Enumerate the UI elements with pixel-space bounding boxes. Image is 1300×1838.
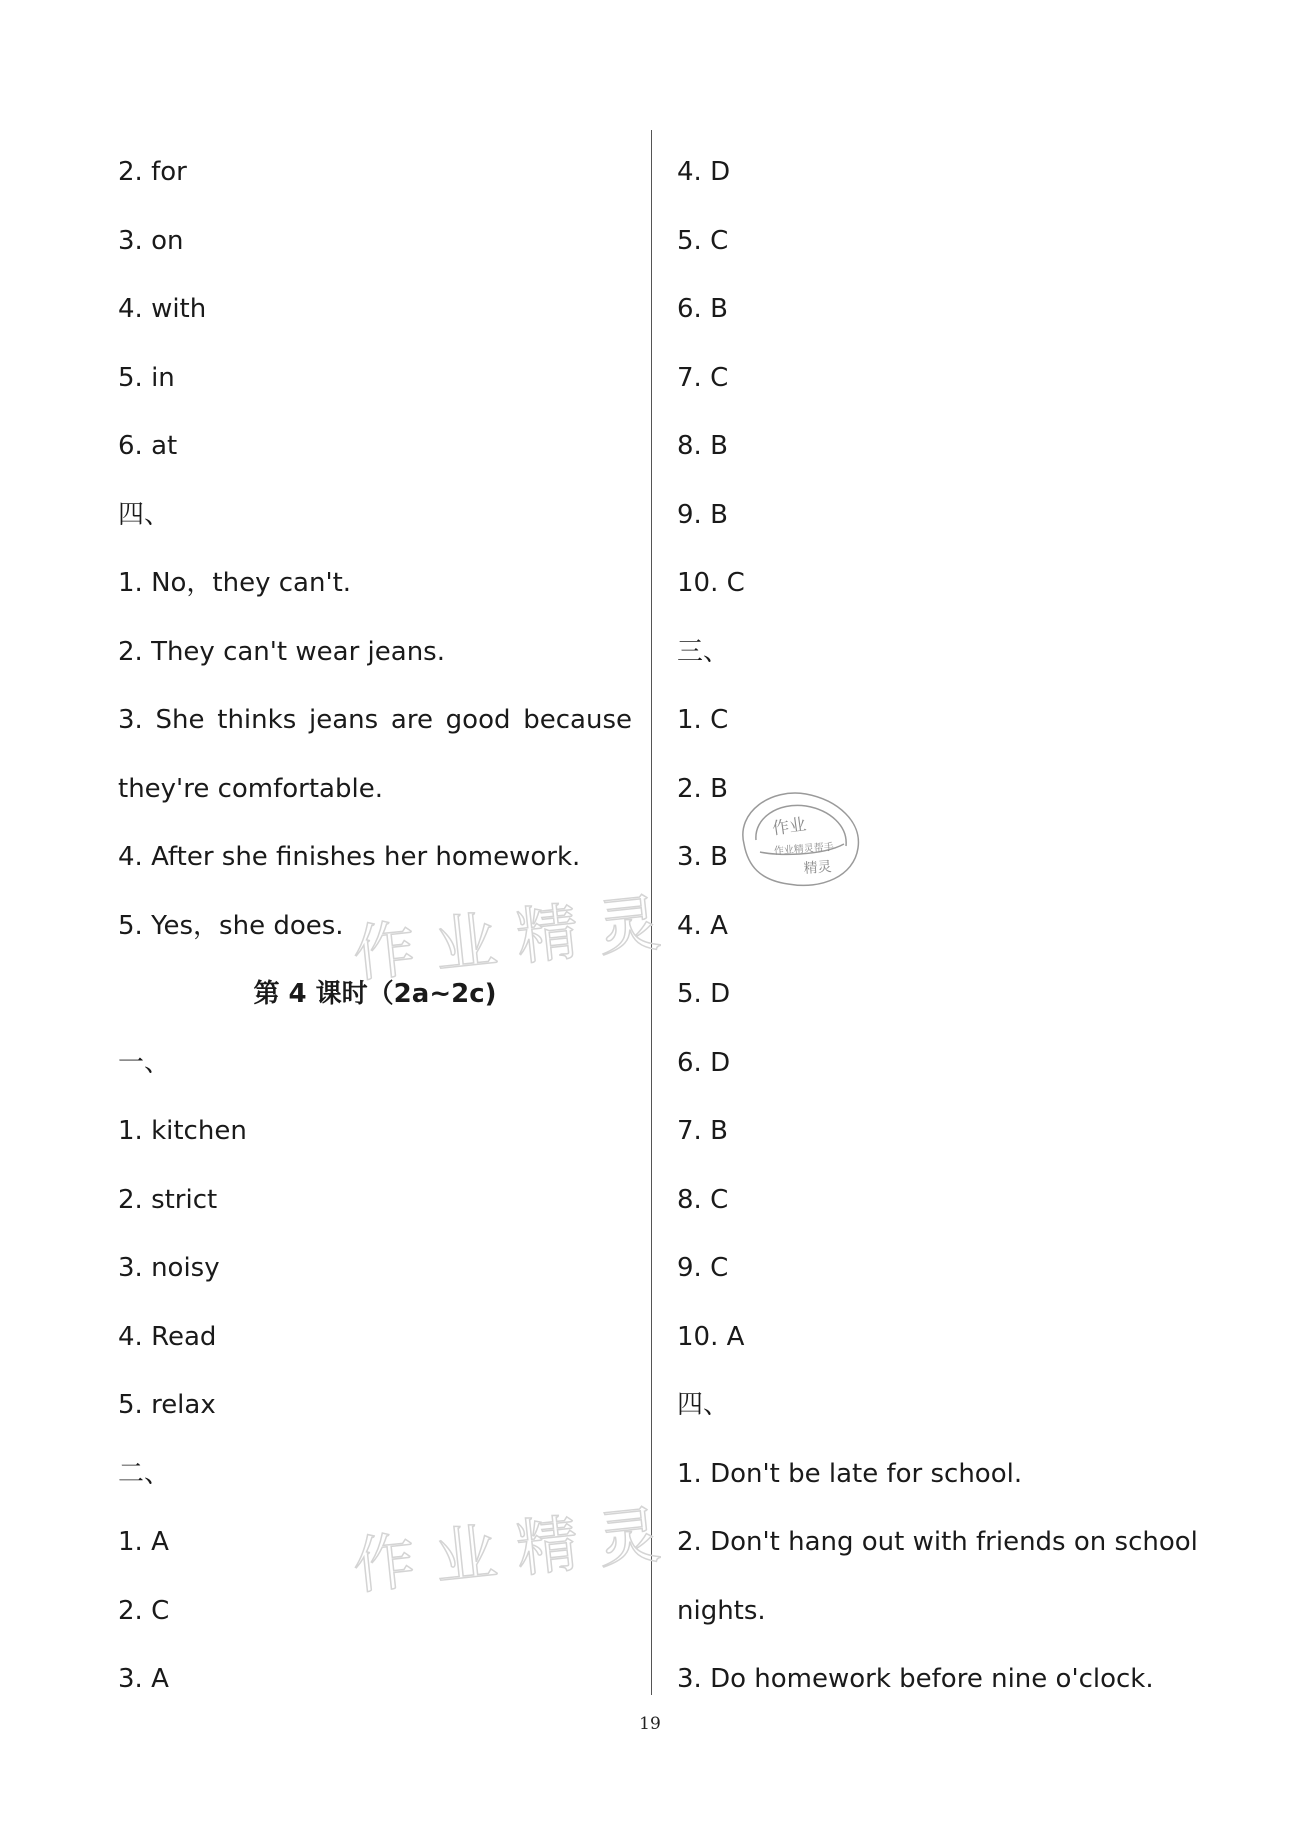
- answer-line: 1. No，they can't.: [118, 568, 352, 598]
- answer-line: 2. strict: [118, 1184, 218, 1215]
- watermark: 作业精灵: [349, 884, 684, 991]
- answer-line: 7. C: [677, 362, 729, 393]
- section-marker: 一、: [118, 1047, 171, 1078]
- answer-line: 4. After she finishes her homework.: [118, 842, 581, 872]
- page-number: 19: [639, 1714, 661, 1734]
- answer-line: 5. in: [118, 362, 175, 393]
- seal-stamp-icon: [726, 782, 866, 892]
- answer-line: 3. noisy: [118, 1253, 220, 1283]
- answer-line: 2. Don't hang out with friends on school: [677, 1527, 1198, 1557]
- answer-line: 9. B: [677, 499, 728, 530]
- answer-line: 6. B: [677, 294, 728, 324]
- answer-line: 6. at: [118, 431, 178, 461]
- answer-line: 3. B: [677, 842, 728, 872]
- answer-line: 10. C: [677, 568, 745, 598]
- answer-line: 3. Do homework before nine o'clock.: [677, 1664, 1154, 1694]
- answer-line: 2. They can't wear jeans.: [118, 636, 445, 667]
- answer-line: 3. on: [118, 225, 184, 256]
- answer-line: 4. with: [118, 294, 207, 324]
- answer-line: 1. A: [118, 1527, 169, 1557]
- answer-line: nights.: [677, 1595, 766, 1626]
- section-marker: 二、: [118, 1458, 171, 1489]
- answer-line: 5. C: [677, 225, 729, 256]
- answer-line: 6. D: [677, 1047, 731, 1078]
- column-divider: [651, 130, 652, 1695]
- answer-line: 5. Yes，she does.: [118, 910, 344, 941]
- section-marker: 四、: [118, 499, 171, 530]
- answer-line: 9. C: [677, 1253, 729, 1283]
- watermark: 作业精灵: [349, 1496, 684, 1603]
- stamp-bottom-text: 精灵: [803, 859, 833, 877]
- lesson-heading: 第 4 课时（2a~2c): [253, 979, 497, 1009]
- answer-line: 8. C: [677, 1184, 729, 1215]
- answer-line: 4. Read: [118, 1321, 217, 1352]
- answer-line: 4. D: [677, 157, 731, 187]
- answer-line: 7. B: [677, 1116, 728, 1146]
- answer-line: 3. She thinks jeans are good because: [118, 705, 632, 735]
- answer-line: they're comfortable.: [118, 773, 383, 804]
- answer-line: 5. relax: [118, 1390, 216, 1420]
- answer-line: 8. B: [677, 431, 728, 461]
- stamp-middle-text: 作业精灵帮手: [773, 841, 835, 858]
- section-marker: 四、: [677, 1390, 730, 1420]
- answer-line: 2. B: [677, 773, 728, 804]
- answer-line: 3. A: [118, 1664, 169, 1694]
- stamp-top-text: 作业: [771, 814, 808, 840]
- answer-line: 2. C: [118, 1595, 170, 1626]
- answer-line: 10. A: [677, 1321, 745, 1352]
- answer-line: 1. Don't be late for school.: [677, 1458, 1023, 1489]
- answer-line: 5. D: [677, 979, 731, 1009]
- section-marker: 三、: [677, 636, 730, 667]
- answer-line: 4. A: [677, 910, 728, 941]
- answer-line: 1. kitchen: [118, 1116, 247, 1146]
- left-answer-column: [118, 138, 632, 1714]
- right-answer-column: [677, 138, 1217, 1714]
- answer-line: 2. for: [118, 157, 187, 187]
- answer-line: 1. C: [677, 705, 729, 735]
